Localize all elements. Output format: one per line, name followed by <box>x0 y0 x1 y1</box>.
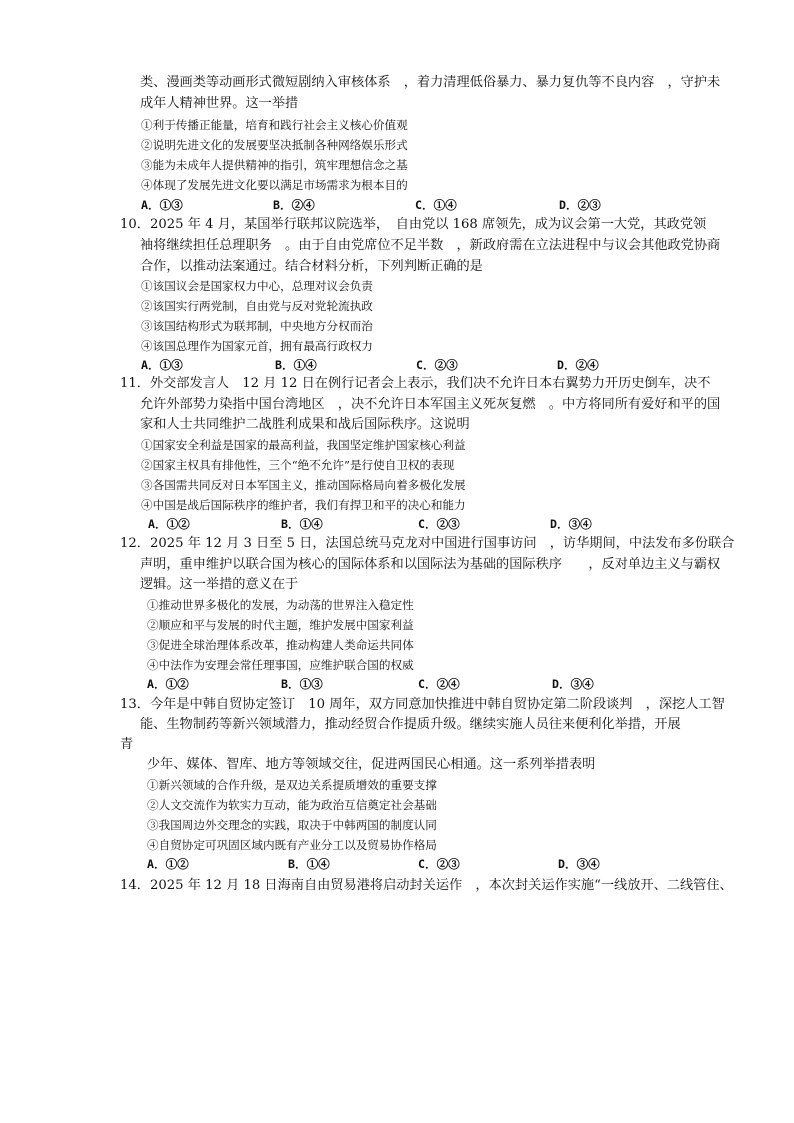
q13-choice-b[interactable]: B．①④ <box>288 857 330 871</box>
q10-statement-3: ③该国结构形式为联邦制，中央地方分权而治 <box>141 319 373 333</box>
q9-choice-a[interactable]: A．①③ <box>141 198 183 212</box>
q11-choice-b[interactable]: B．①④ <box>281 517 323 531</box>
q10-choice-a[interactable]: A．①③ <box>141 358 183 372</box>
q9-statement-4: ④体现了发展先进文化要以满足市场需求为根本目的 <box>141 178 408 192</box>
q11-choice-c[interactable]: C．②③ <box>418 517 460 531</box>
q9-choice-c[interactable]: C．①④ <box>415 198 457 212</box>
q12-statement-3: ③促进全球治理体系改革，推动构建人类命运共同体 <box>147 638 414 652</box>
q10-choice-b[interactable]: B．①④ <box>275 358 317 372</box>
q11-stem-line-1: 11．外交部发言人 12 月 12 日在例行记者会上表示，我们决不允许日本右翼势力开历史倒车，决不 <box>120 376 711 391</box>
q9-stem-line-2: 成年人精神世界。这一举措 <box>140 96 299 111</box>
q12-stem-line-1: 12．2025 年 12 月 3 日至 5 日，法国总统马克龙对中国进行国事访问 ，访华期间，中法发布多份联合 <box>120 536 735 551</box>
q9-statement-1: ①利于传播正能量，培育和践行社会主义核心价值观 <box>141 118 408 132</box>
q11-statement-2: ②国家主权具有排他性，三个“绝不允许”是行使自卫权的表现 <box>141 458 455 472</box>
q12-statement-1: ①推动世界多极化的发展，为动荡的世界注入稳定性 <box>147 598 414 612</box>
q13-choice-c[interactable]: C．②③ <box>418 857 460 871</box>
q12-stem-line-2: 声明，重申维护以联合国为核心的国际体系和以国际法为基础的国际秩序 ，反对单边主义与霸权 <box>140 557 721 572</box>
q11-statement-4: ④中国是战后国际秩序的维护者，我们有捍卫和平的决心和能力 <box>141 498 466 512</box>
q13-stem-line-2: 能、生物制药等新兴领域潜力，推动经贸合作提质升级。继续实施人员往来便利化举措，开展 <box>140 717 681 732</box>
q13-statement-2: ②人文交流作为软实力互动，能为政治互信奠定社会基础 <box>147 798 437 812</box>
q9-choice-d[interactable]: D．②③ <box>559 198 601 212</box>
q13-statement-4: ④自贸协定可巩固区域内既有产业分工以及贸易协作格局 <box>147 838 437 852</box>
q13-stem-line-1: 13．今年是中韩自贸协定签订 10 周年，双方同意加快推进中韩自贸协定第二阶段谈判 ，深挖人工智 <box>120 697 725 712</box>
q11-choice-d[interactable]: D．③④ <box>550 517 592 531</box>
q13-statement-3: ③我国周边外交理念的实践，取决于中韩两国的制度认同 <box>147 818 437 832</box>
q12-choice-a[interactable]: A．①② <box>147 677 189 691</box>
q9-statement-3: ③能为未成年人提供精神的指引，筑牢理想信念之基 <box>141 158 408 172</box>
q11-stem-line-3: 家和人士共同维护二战胜利成果和战后国际秩序。这说明 <box>140 417 470 432</box>
q13-statement-1: ①新兴领域的合作升级，是双边关系提质增效的重要支撑 <box>147 778 437 792</box>
q13-choice-d[interactable]: D．③④ <box>558 857 600 871</box>
q10-statement-1: ①该国议会是国家权力中心，总理对议会负责 <box>141 279 373 293</box>
q10-stem-line-3: 合作，以推动法案通过。结合材料分析，下列判断正确的是 <box>140 259 483 274</box>
q10-choice-c[interactable]: C．②③ <box>416 358 458 372</box>
q12-choice-b[interactable]: B．①③ <box>281 677 323 691</box>
q12-choice-c[interactable]: C．②④ <box>418 677 460 691</box>
q10-stem-line-1: 10．2025 年 4 月，某国举行联邦议院选举， 自由党以 168 席领先，成为议会第一大党，其政党领 <box>120 217 707 232</box>
q12-statement-4: ④中法作为安理会常任理事国，应维护联合国的权威 <box>147 658 414 672</box>
q10-choice-d[interactable]: D．②④ <box>557 358 599 372</box>
q13-stem-line-2b: 青 <box>120 737 134 752</box>
q12-stem-line-3: 逻辑。这一举措的意义在于 <box>140 577 299 592</box>
q11-statement-3: ③各国需共同反对日本军国主义，推动国际格局向着多极化发展 <box>141 478 466 492</box>
q10-statement-2: ②该国实行两党制，自由党与反对党轮流执政 <box>141 299 373 313</box>
q12-statement-2: ②顺应和平与发展的时代主题，维护发展中国家利益 <box>147 618 414 632</box>
q10-statement-4: ④该国总理作为国家元首，拥有最高行政权力 <box>141 339 373 353</box>
q9-choice-b[interactable]: B．②④ <box>273 198 315 212</box>
q9-statement-2: ②说明先进文化的发展要坚决抵制各种网络娱乐形式 <box>141 138 408 152</box>
q13-stem-line-3: 少年、媒体、智库、地方等领域交往，促进两国民心相通。这一系列举措表明 <box>147 757 596 772</box>
q9-stem-line-1: 类、漫画类等动画形式微短剧纳入审核体系 ，着力清理低俗暴力、暴力复仇等不良内容 ，守护未 <box>140 75 721 90</box>
q11-choice-a[interactable]: A．①② <box>148 517 190 531</box>
q12-choice-d[interactable]: D．③④ <box>552 677 594 691</box>
q11-stem-line-2: 允许外部势力染指中国台湾地区 ，决不允许日本军国主义死灰复燃 。中方将同所有爱好和平的国 <box>140 397 721 412</box>
q10-stem-line-2: 袖将继续担任总理职务 。由于自由党席位不足半数 ，新政府需在立法进程中与议会其他政党协商 <box>140 238 721 253</box>
q13-choice-a[interactable]: A．①② <box>147 857 189 871</box>
q14-stem-line-1: 14．2025 年 12 月 18 日海南自由贸易港将启动封关运作 ，本次封关运作实施“一线放开、二线管住、 <box>120 878 733 893</box>
q11-statement-1: ①国家安全利益是国家的最高利益，我国坚定维护国家核心利益 <box>141 438 466 452</box>
